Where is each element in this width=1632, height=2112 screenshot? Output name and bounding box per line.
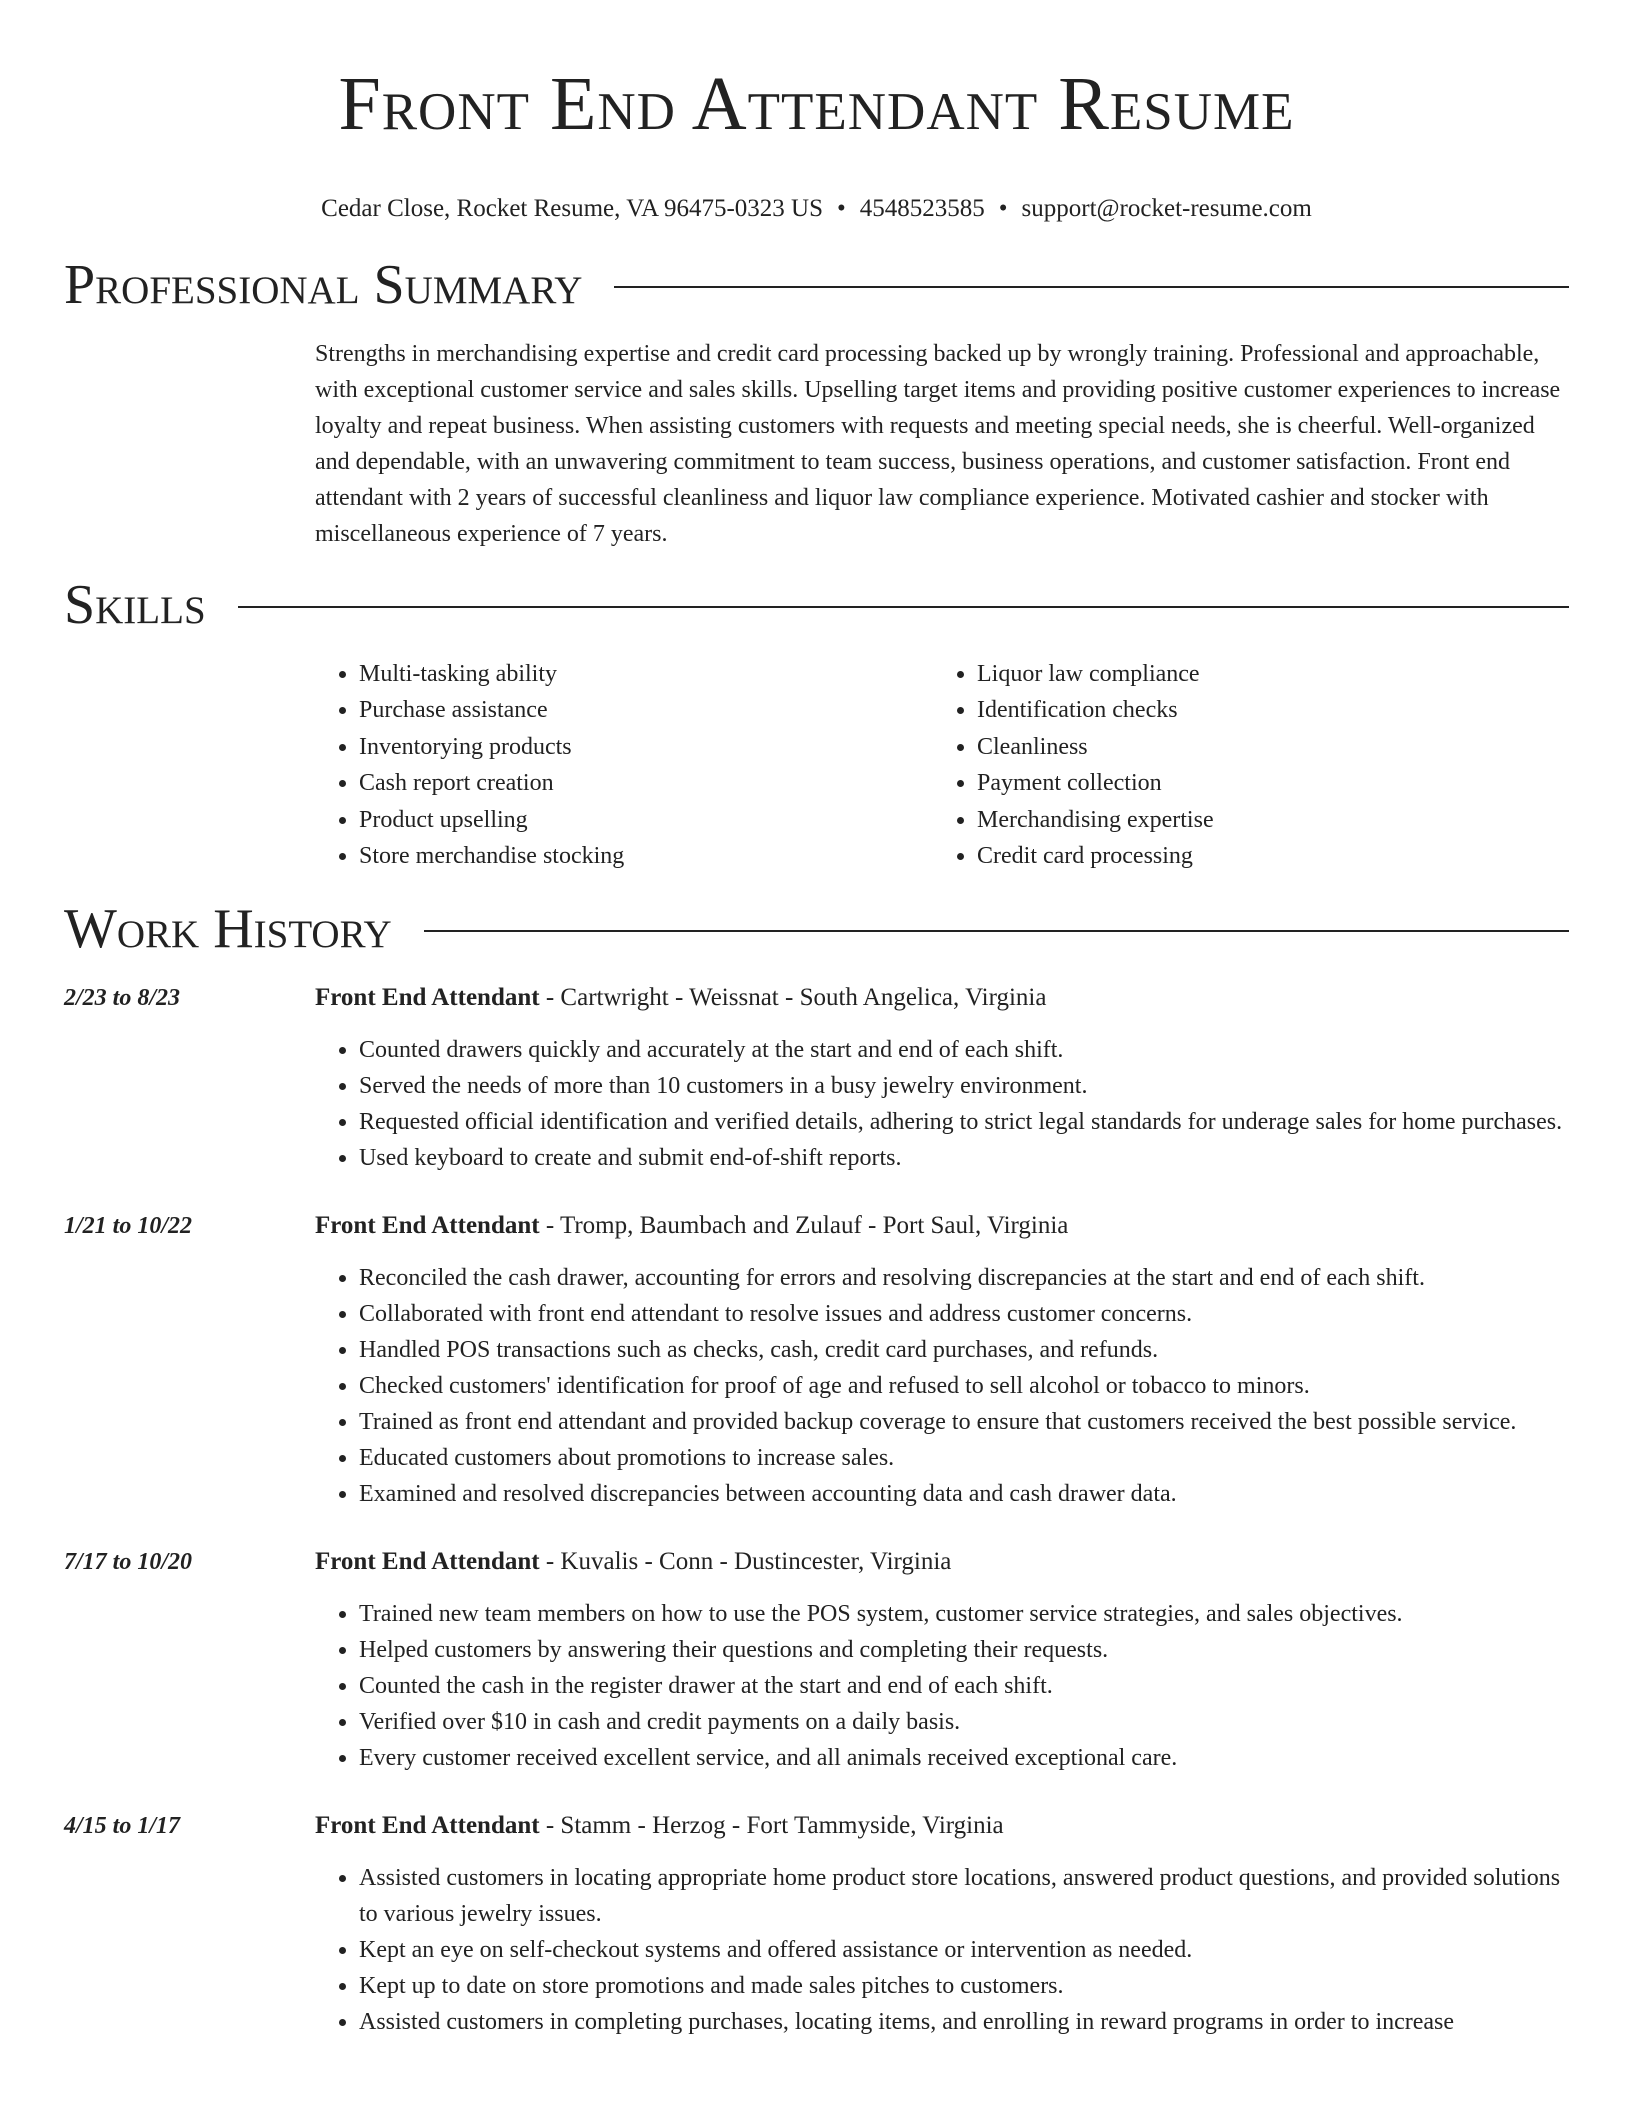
- job-bullet: • Kept up to date on store promotions and made sales pitches to customers.: [359, 1968, 1569, 2004]
- job-company-location: - Kuvalis - Conn - Dustincester, Virginia: [539, 1548, 952, 1576]
- job-title: Front End Attendant: [315, 1548, 540, 1576]
- skill-item: • Identification checks: [977, 692, 1551, 728]
- job-entry: [64, 1808, 1569, 2040]
- job-bullet: • Kept an eye on self-checkout systems and offered assistance or intervention as needed.: [359, 1932, 1569, 1968]
- job-bullet: • Handled POS transactions such as checks, cash, credit card purchases, and refunds.: [359, 1332, 1569, 1368]
- job-bullet: • Examined and resolved discrepancies between accounting data and cash drawer data.: [359, 1476, 1569, 1512]
- job-body: [315, 1208, 1569, 1512]
- job-bullet: • Counted drawers quickly and accurately at the start and end of each shift.: [359, 1032, 1569, 1068]
- section-title-work: Work History: [64, 898, 392, 961]
- contact-address: Cedar Close, Rocket Resume, VA 96475-0323 US: [321, 195, 823, 222]
- job-heading: [315, 1808, 1569, 1844]
- skill-item: • Inventorying products: [359, 729, 933, 765]
- job-bullet: • Collaborated with front end attendant to resolve issues and address customer concerns.: [359, 1296, 1569, 1332]
- contact-separator: •: [837, 195, 846, 222]
- job-bullet: • Counted the cash in the register drawer at the start and end of each shift.: [359, 1668, 1569, 1704]
- job-entry: [64, 1544, 1569, 1776]
- contact-phone: 4548523585: [859, 195, 985, 222]
- job-bullet: • Used keyboard to create and submit end-of-shift reports.: [359, 1140, 1569, 1176]
- job-bullets: [315, 1596, 1569, 1776]
- job-bullet: • Assisted customers in locating appropriate home product store locations, answered product questions, and provided solutions to various jewelry issues.: [359, 1860, 1569, 1932]
- job-body: [315, 1544, 1569, 1776]
- job-title: Front End Attendant: [315, 1212, 540, 1240]
- job-company-location: - Stamm - Herzog - Fort Tammyside, Virginia: [539, 1812, 1004, 1840]
- job-body: [315, 1808, 1569, 2040]
- job-bullet: • Trained new team members on how to use the POS system, customer service strategies, and sales objectives.: [359, 1596, 1569, 1632]
- job-company-location: - Tromp, Baumbach and Zulauf - Port Saul, Virginia: [539, 1212, 1069, 1240]
- job-heading: [315, 1544, 1569, 1580]
- job-heading: [315, 1208, 1569, 1244]
- section-divider: [238, 606, 1569, 608]
- contact-line: [64, 192, 1569, 226]
- skill-item: • Purchase assistance: [359, 692, 933, 728]
- job-body: [315, 980, 1569, 1176]
- skill-item: • Store merchandise stocking: [359, 838, 933, 874]
- job-bullet: • Helped customers by answering their questions and completing their requests.: [359, 1632, 1569, 1668]
- skill-item: • Product upselling: [359, 802, 933, 838]
- section-title-summary: Professional Summary: [64, 254, 583, 316]
- skill-item: • Cash report creation: [359, 765, 933, 801]
- job-bullet: • Checked customers' identification for proof of age and refused to sell alcohol or tobacco to minors.: [359, 1368, 1569, 1404]
- job-entry: [64, 1208, 1569, 1512]
- resume-title: Front End Attendant Resume: [338, 62, 1295, 146]
- job-bullet: • Every customer received excellent service, and all animals received exceptional care.: [359, 1740, 1569, 1776]
- job-bullet: • Requested official identification and verified details, adhering to strict legal standards for underage sales for home purchases.: [359, 1104, 1569, 1140]
- job-bullet: • Educated customers about promotions to increase sales.: [359, 1440, 1569, 1476]
- job-dates: 4/15 to 1/17: [64, 1813, 181, 1840]
- skills-column-left: [315, 656, 933, 874]
- skill-item: • Multi-tasking ability: [359, 656, 933, 692]
- job-entry: [64, 980, 1569, 1176]
- contact-separator: •: [998, 195, 1008, 222]
- skill-item: • Credit card processing: [977, 838, 1551, 874]
- job-dates: 2/23 to 8/23: [64, 985, 181, 1012]
- section-header-skills: [64, 572, 1569, 638]
- job-company-location: - Cartwright - Weissnat - South Angelica, Virginia: [539, 984, 1047, 1012]
- job-bullet: • Trained as front end attendant and provided backup coverage to ensure that customers received the best possible service.: [359, 1404, 1569, 1440]
- skill-item: • Merchandising expertise: [977, 802, 1551, 838]
- section-divider: [614, 286, 1569, 288]
- skills-list: [315, 656, 1569, 874]
- job-heading: [315, 980, 1569, 1016]
- job-title: Front End Attendant: [315, 984, 540, 1012]
- skills-column-right: [933, 656, 1551, 874]
- job-dates: 7/17 to 10/20: [64, 1549, 193, 1576]
- job-bullet: • Reconciled the cash drawer, accounting for errors and resolving discrepancies at the start and end of each shift.: [359, 1260, 1569, 1296]
- job-bullet: • Verified over $10 in cash and credit payments on a daily basis.: [359, 1704, 1569, 1740]
- contact-email: support@rocket-resume.com: [1021, 195, 1312, 222]
- job-bullets: [315, 1032, 1569, 1176]
- skill-item: • Payment collection: [977, 765, 1551, 801]
- skill-item: • Cleanliness: [977, 729, 1551, 765]
- job-bullets: [315, 1260, 1569, 1512]
- section-header-summary: [64, 252, 1569, 318]
- work-history-list: [64, 980, 1569, 2040]
- job-bullet: • Served the needs of more than 10 customers in a busy jewelry environment.: [359, 1068, 1569, 1104]
- section-divider: [424, 930, 1569, 932]
- section-header-work: [64, 896, 1569, 962]
- job-dates: 1/21 to 10/22: [64, 1213, 193, 1240]
- summary-text: Strengths in merchandising expertise and credit card processing backed up by wrongly training. Professional and approachable, with exceptional customer service and sales skills. Upselling target items and providing positive customer experiences to increase loyalty and repeat business. When assisting customers with requests and meeting special needs, she is cheerful. Well-organized and dependable, with an unwavering commitment to team success, business operations, and customer satisfaction. Front end attendant with 2 years of successful cleanliness and liquor law compliance experience. Motivated cashier and stocker with miscellaneous experience of 7 years.: [315, 341, 1561, 547]
- section-title-skills: Skills: [64, 574, 206, 636]
- job-bullet: • Assisted customers in completing purchases, locating items, and enrolling in reward programs in order to increase: [359, 2004, 1569, 2040]
- job-title: Front End Attendant: [315, 1812, 540, 1840]
- skill-item: • Liquor law compliance: [977, 656, 1551, 692]
- job-bullets: [315, 1860, 1569, 2040]
